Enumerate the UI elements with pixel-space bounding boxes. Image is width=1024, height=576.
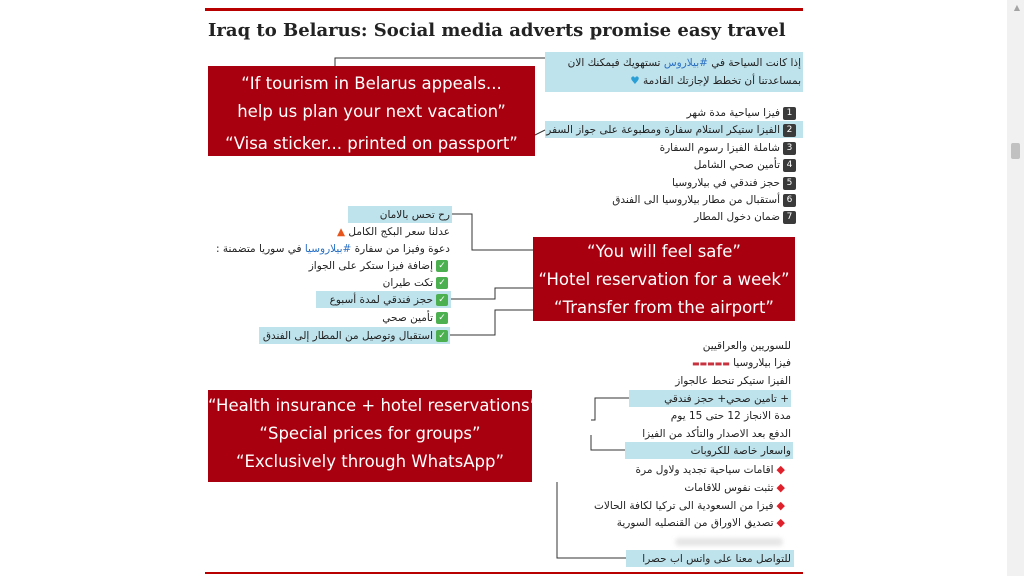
ad2-item-5 bbox=[263, 328, 448, 344]
heart-icon: ♥ bbox=[630, 75, 640, 87]
ad1-item-2 bbox=[546, 122, 796, 138]
ad2-item-text: إضافة فيزا ستكر على الجواز bbox=[308, 260, 433, 272]
ad3-bullet-text: تصديق الاوراق من القنصليه السورية bbox=[616, 517, 774, 529]
ad1-intro-text-2: بمساعدتنا أن تخطط لإجازتك القادمة bbox=[643, 75, 801, 87]
scroll-up-arrow-icon[interactable]: ▲ bbox=[1013, 3, 1020, 12]
ad1-item-7 bbox=[694, 209, 796, 225]
ad2-line2-text: عدلنا سعر البكج الكامل bbox=[348, 226, 450, 238]
number-badge: 4 bbox=[783, 159, 796, 172]
number-badge: 2 bbox=[783, 124, 796, 137]
ad3-bullet-4 bbox=[617, 515, 785, 531]
ad2-item-1 bbox=[309, 258, 448, 274]
ad2-line1 bbox=[380, 207, 450, 223]
ad2-item-3 bbox=[330, 292, 448, 308]
ad2-line3 bbox=[216, 241, 450, 257]
ad2-line1-text: رح تحس بالامان bbox=[379, 209, 450, 221]
number-badge: 7 bbox=[783, 211, 796, 224]
ad2-item-text: استقبال وتوصيل من المطار إلى الفندق bbox=[262, 330, 433, 342]
quote-box-1-line1: “If tourism in Belarus appeals... bbox=[241, 74, 502, 93]
ad3-contact: للتواصل معنا على واتس اب حصرا bbox=[642, 553, 791, 565]
quote-box-3-line2: “Special prices for groups” bbox=[259, 424, 481, 443]
ad3-line-6: الدفع بعد الاصدار والتأكد من الفيزا bbox=[642, 428, 791, 440]
ad3-bullet-2 bbox=[684, 480, 785, 496]
ad3-bullet-3 bbox=[594, 498, 785, 514]
red-diamond-icon: ◆ bbox=[776, 463, 785, 476]
ad1-item-5 bbox=[672, 175, 796, 191]
ad2-line3-text-b: في سوريا متضمنة : bbox=[215, 243, 302, 255]
ad1-intro-line2 bbox=[630, 73, 801, 89]
ad3-line-1: للسوريين والعراقيين bbox=[702, 340, 791, 352]
fire-icon: ▲ bbox=[337, 226, 346, 238]
ad1-item-text: أستقبال من مطار بيلاروسيا الى الفندق bbox=[612, 194, 780, 206]
quote-box-2-line3: “Transfer from the airport” bbox=[554, 298, 774, 317]
ad1-item-6 bbox=[612, 192, 796, 208]
check-icon: ✓ bbox=[436, 277, 448, 289]
quote-box-1-line2: help us plan your next vacation” bbox=[237, 102, 506, 121]
ad3-line-5: مدة الانجاز 12 حتى 15 يوم bbox=[670, 410, 791, 422]
quote-box-1 bbox=[208, 66, 535, 156]
ad3-line-2 bbox=[692, 355, 791, 372]
ad2-item-text: تأمين صحي bbox=[382, 312, 433, 324]
ad3-bullet-1 bbox=[636, 462, 785, 478]
quote-box-1-line3: “Visa sticker... printed on passport” bbox=[225, 134, 518, 153]
infographic bbox=[205, 0, 805, 576]
flag-icon: ▬▬▬▬▬ bbox=[691, 359, 730, 368]
ad1-item-text: حجز فندقي في بيلاروسيا bbox=[672, 177, 780, 189]
ad2-item-text: حجز فندقي لمدة أسبوع bbox=[329, 294, 433, 306]
ad1-item-text: شاملة الفيزا رسوم السفارة bbox=[659, 142, 780, 154]
quote-box-2-line2: “Hotel reservation for a week” bbox=[538, 270, 790, 289]
number-badge: 6 bbox=[783, 194, 796, 207]
ad3-line-7: واسعار خاصة للكروبات bbox=[690, 445, 791, 457]
check-icon: ✓ bbox=[436, 312, 448, 324]
ad1-item-text: الفيزا ستيكر استلام سفارة ومطبوعة على جواز السفر bbox=[546, 124, 780, 136]
ad1-item-3 bbox=[660, 140, 796, 156]
red-diamond-icon: ◆ bbox=[776, 516, 785, 529]
number-badge: 1 bbox=[783, 107, 796, 120]
ad1-intro-text-b: تستهويك فيمكنك الان bbox=[567, 57, 661, 69]
quote-box-3 bbox=[208, 390, 539, 482]
ad3-bullet-text: تثبت نفوس للاقامات bbox=[684, 482, 774, 494]
quote-box-2 bbox=[533, 237, 795, 321]
ad1-item-1 bbox=[687, 105, 796, 121]
check-icon: ✓ bbox=[436, 260, 448, 272]
bottom-rule bbox=[205, 572, 803, 574]
scrollbar[interactable] bbox=[1007, 0, 1024, 576]
ad1-item-text: ضمان دخول المطار bbox=[694, 211, 780, 223]
ad3-line-2-text: فيزا بيلاروسيا bbox=[733, 357, 791, 369]
ad3-bullet-text: اقامات سياحية تجديد ولاول مرة bbox=[635, 464, 774, 476]
red-diamond-icon: ◆ bbox=[776, 499, 785, 512]
blurred-text bbox=[675, 538, 783, 546]
ad1-item-text: تأمين صحي الشامل bbox=[693, 159, 780, 171]
ad2-hashtag: #بيلاروسيا bbox=[304, 243, 352, 255]
ad3-line-4: + تامين صحي+ حجز فندقي bbox=[664, 393, 789, 405]
ad2-line3-text-a: دعوة وفيزا من سفارة bbox=[354, 243, 450, 255]
quote-box-2-line1: “You will feel safe” bbox=[587, 242, 741, 261]
ad2-item-4 bbox=[382, 310, 448, 326]
check-icon: ✓ bbox=[436, 330, 448, 342]
ad1-item-4 bbox=[694, 157, 796, 173]
page-title: Iraq to Belarus: Social media adverts promise easy travel bbox=[208, 20, 786, 41]
ad3-line-3: الفيزا ستيكر تنحط عالجواز bbox=[675, 375, 791, 387]
ad1-hashtag: #بيلاروس bbox=[663, 57, 708, 69]
ad2-item-text: تكت طيران bbox=[382, 277, 433, 289]
ad1-intro-text-a: إذا كانت السياحة في bbox=[711, 57, 801, 69]
red-diamond-icon: ◆ bbox=[776, 481, 785, 494]
number-badge: 3 bbox=[783, 142, 796, 155]
quote-box-3-line1: “Health insurance + hotel reservations” bbox=[208, 396, 539, 415]
number-badge: 5 bbox=[783, 177, 796, 190]
ad1-item-text: فيزا سياحية مدة شهر bbox=[686, 107, 780, 119]
check-icon: ✓ bbox=[436, 294, 448, 306]
quote-box-3-line3: “Exclusively through WhatsApp” bbox=[235, 452, 505, 471]
ad2-line2 bbox=[337, 224, 450, 240]
scroll-thumb[interactable] bbox=[1011, 143, 1020, 159]
ad1-intro-line1 bbox=[568, 55, 801, 71]
ad2-item-2 bbox=[383, 275, 448, 291]
ad3-bullet-text: فيزا من السعودية الى تركيا لكافة الحالات bbox=[594, 500, 774, 512]
